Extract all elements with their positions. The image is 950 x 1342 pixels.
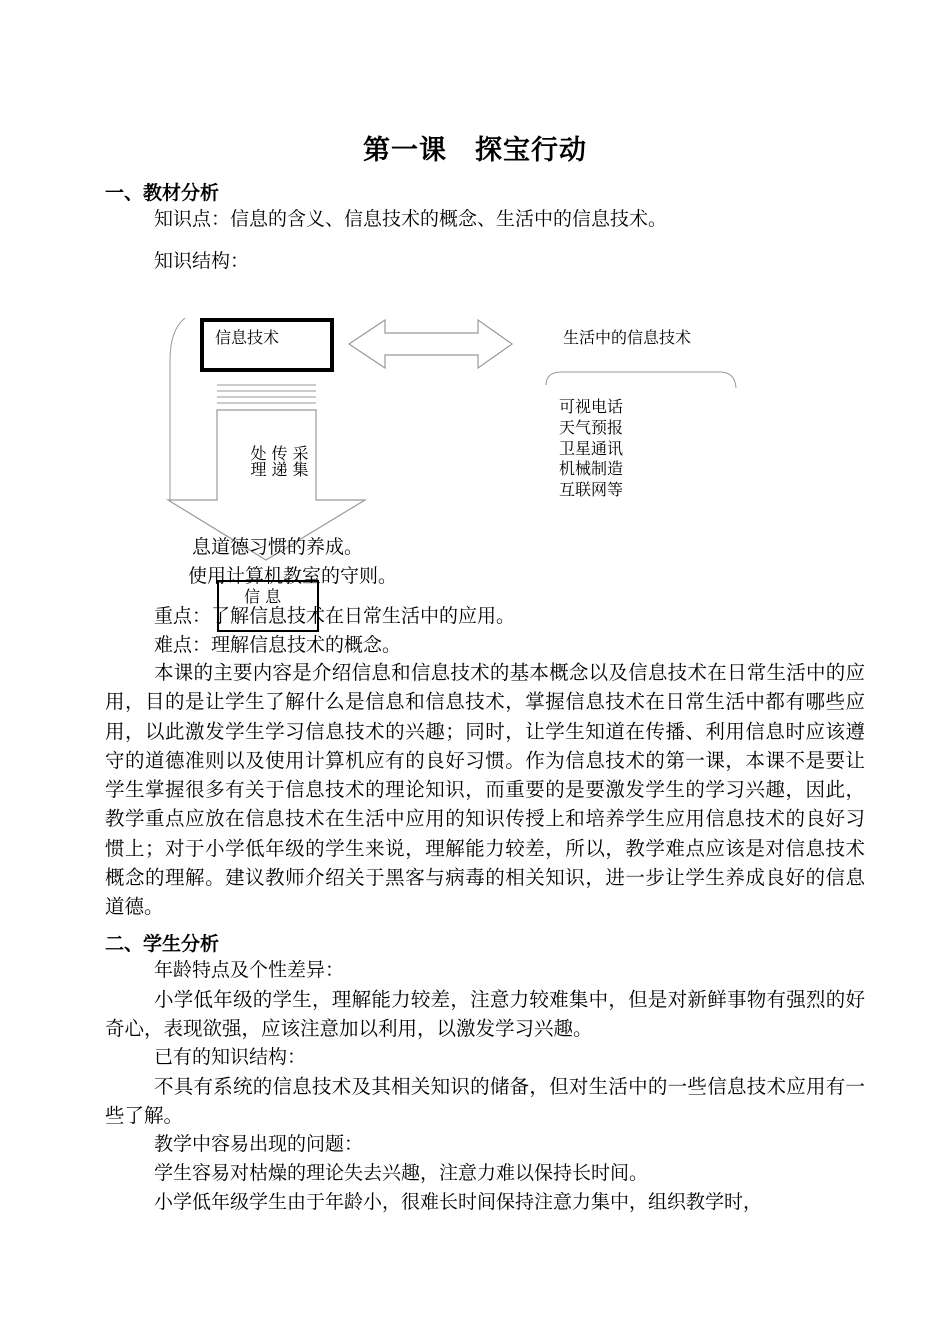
life-it-label: 生活中的信息技术 <box>563 328 692 347</box>
arrow-text-collect: 采集 <box>290 445 309 477</box>
problems-text-2: 小学低年级学生由于年龄小，很难长时间保持注意力集中，组织教学时， <box>154 1191 763 1213</box>
age-text: 小学低年级的学生，理解能力较差，注意力较难集中，但是对新鲜事物有强烈的好奇心，表现欲强，应该注意加以利用，以激发学习兴趣。 <box>105 988 865 1041</box>
problems-label: 教学中容易出现的问题： <box>154 1133 364 1155</box>
age-label: 年龄特点及个性差异： <box>154 959 345 981</box>
info-box-label: 信 息 <box>244 587 282 606</box>
life-item-2: 天气预报 <box>559 418 624 437</box>
knowledge-points: 知识点：信息的含义、信息技术的概念、生活中的信息技术。 <box>154 208 668 230</box>
life-item-3: 卫星通讯 <box>559 439 624 458</box>
arrow-text-transfer: 传递 <box>269 445 288 477</box>
life-item-1: 可视电话 <box>559 397 624 416</box>
page-title: 第一课 探宝行动 <box>363 135 587 166</box>
life-item-5: 互联网等 <box>559 480 624 499</box>
section-heading-students: 二、学生分析 <box>105 933 220 955</box>
life-item-4: 机械制造 <box>559 459 624 478</box>
lab-rules-line: 使用计算机教室的守则。 <box>188 565 398 587</box>
problems-text-1: 学生容易对枯燥的理论失去兴趣，注意力难以保持长时间。 <box>154 1162 649 1184</box>
double-arrow <box>349 320 512 368</box>
section-heading-textbook: 一、教材分析 <box>105 182 220 204</box>
arrow-text-process: 处理 <box>248 445 267 477</box>
existing-label: 已有的知识结构： <box>154 1046 307 1068</box>
info-tech-label: 信息技术 <box>215 328 280 347</box>
difficulty-point: 难点：理解信息技术的概念。 <box>154 634 402 656</box>
key-point: 重点：了解信息技术在日常生活中的应用。 <box>154 605 516 627</box>
main-paragraph: 本课的主要内容是介绍信息和信息技术的基本概念以及信息技术在日常生活中的应用，目的是让学生了解什么是信息和信息技术，掌握信息技术在日常生活中都有哪些应用，以此激发学生学习信息技术的兴趣；同时，让学生知道在传播、利用信息时应该遵守的道德准则以及使用计算机应有的良好习惯。作为信息技术的第一课，本课不是要让学生掌握很多有关于信息技术的理论知识，而重要的是要激发学生的学习兴趣，因此，教学重点应放在信息技术在生活中应用的知识传授上和培养学生应用信息技术的良好习惯上；对于小学低年级的学生来说，理解能力较差，所以，教学难点应该是对信息技术概念的理解。建议教师介绍关于黑客与病毒的相关知识，进一步让学生养成良好的信息道德。 <box>105 661 865 919</box>
knowledge-structure-label: 知识结构： <box>154 250 250 272</box>
existing-text: 不具有系统的信息技术及其相关知识的储备，但对生活中的一些信息技术应用有一些了解。 <box>105 1075 865 1128</box>
moral-habit-line: 息道德习惯的养成。 <box>192 536 364 558</box>
